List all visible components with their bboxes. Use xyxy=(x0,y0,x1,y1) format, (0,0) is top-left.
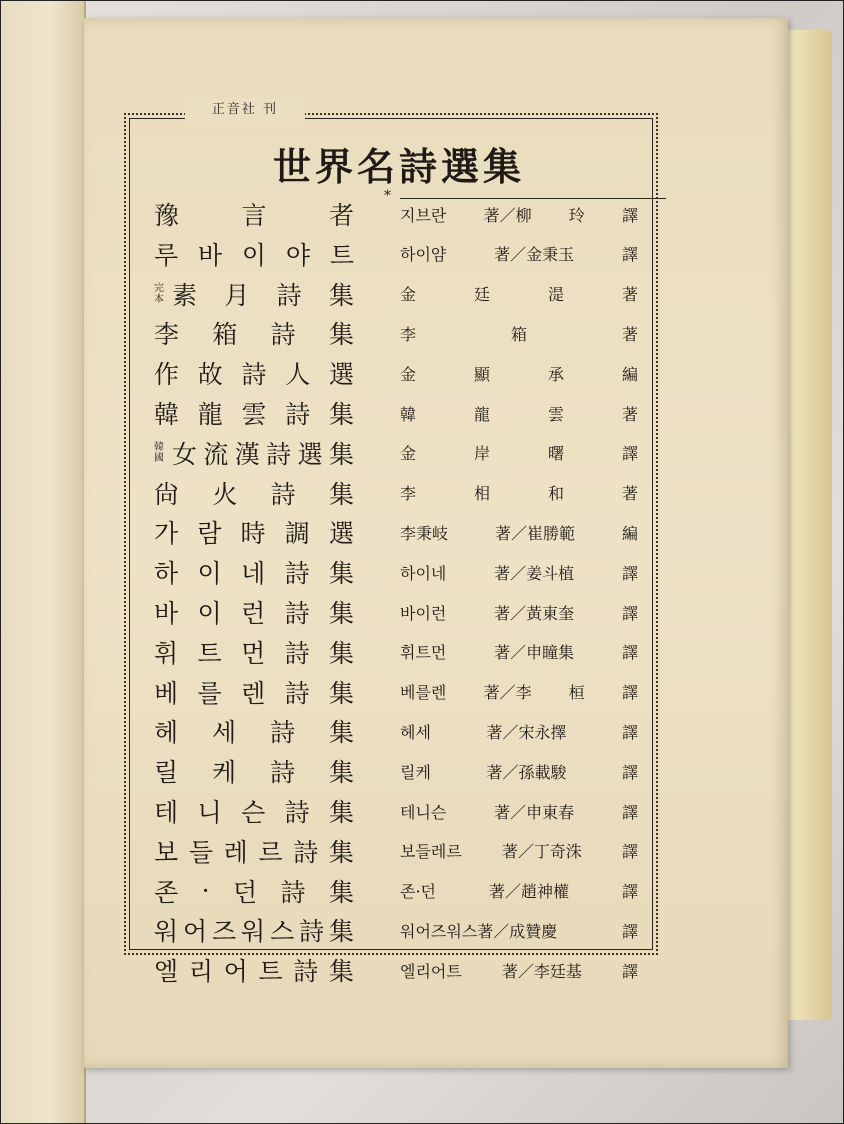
book-title: 베 를 렌 詩 集 xyxy=(154,678,354,708)
book-author: 하이네 著／姜斗植 譯 xyxy=(400,563,638,583)
book-author: 테니슨 著／申東春 譯 xyxy=(400,802,638,822)
book-title: 韓 龍 雲 詩 集 xyxy=(154,400,354,429)
book-author: 바이런 著／黃東奎 譯 xyxy=(400,603,638,623)
book-author: 韓 龍 雲 著 xyxy=(400,404,638,424)
book-title: 존 · 던 詩 集 xyxy=(154,876,354,907)
book-title: 하 이 네 詩 集 xyxy=(154,559,354,589)
book-author: 金 廷 湜 著 xyxy=(400,285,638,305)
book-author: 휘트먼 著／申瞳集 譯 xyxy=(400,643,638,663)
book-title: 엘 리 어 트 詩 集 xyxy=(154,957,354,987)
book-author: 金 顯 承 編 xyxy=(400,364,638,384)
book-author: 지브란 著／柳 玲 譯 xyxy=(400,205,638,225)
book-title: 豫 言 者 xyxy=(154,201,354,230)
book-title: 워 어 즈 워 스 詩 集 xyxy=(154,917,354,947)
book-title: 테 니 슨 詩 集 xyxy=(154,798,354,827)
book-author: 존·던 著／趙神權 譯 xyxy=(400,882,638,902)
book-title: 作 故 詩 人 選 xyxy=(154,360,354,390)
book-title-prefix: 完本 xyxy=(154,282,164,305)
book-author: 워어즈워스著／成贊慶 譯 xyxy=(400,921,638,941)
book-author: 엘리어트 著／李廷基 譯 xyxy=(400,961,638,981)
book-author: 李 箱 著 xyxy=(400,324,638,344)
book-title: 헤 세 詩 集 xyxy=(154,718,354,748)
book-author: 베를렌 著／李 桓 譯 xyxy=(400,683,638,703)
book-title-prefix: 韓國 xyxy=(154,441,164,464)
book-title: 가 람 時 調 選 xyxy=(154,519,354,549)
book-author: 李 相 和 著 xyxy=(400,484,638,504)
book-author: 金 岸 曙 譯 xyxy=(400,444,638,464)
page-title: 世界名詩選集 xyxy=(272,144,525,189)
publisher-label: 正音社 刊 xyxy=(185,98,305,122)
book-author: 릴케 著／孫載駿 譯 xyxy=(400,762,638,782)
book-title: 尙 火 詩 集 xyxy=(154,479,354,509)
book-title: 루 바 이 야 트 xyxy=(154,240,354,270)
book-author: 보들레르 著／丁奇洙 譯 xyxy=(400,842,638,862)
book-title: 李 箱 詩 集 xyxy=(154,320,354,350)
book-author: 헤세 著／宋永擇 譯 xyxy=(400,722,638,742)
book-title: 휘 트 먼 詩 集 xyxy=(154,638,354,668)
book-author: 李秉岐 著／崔勝範 編 xyxy=(400,523,638,543)
book-title: 보 들 레 르 詩 集 xyxy=(154,837,354,867)
book-title: 릴 케 詩 集 xyxy=(154,758,354,788)
rule-star: * xyxy=(384,188,391,204)
book-title-text: 女 流 漢 詩 選 集 xyxy=(172,439,354,469)
book-author: 하이얌 著／金秉玉 譯 xyxy=(400,245,638,265)
book-title: 바 이 런 詩 集 xyxy=(154,599,354,628)
book-title-text: 素 月 詩 集 xyxy=(172,280,354,310)
